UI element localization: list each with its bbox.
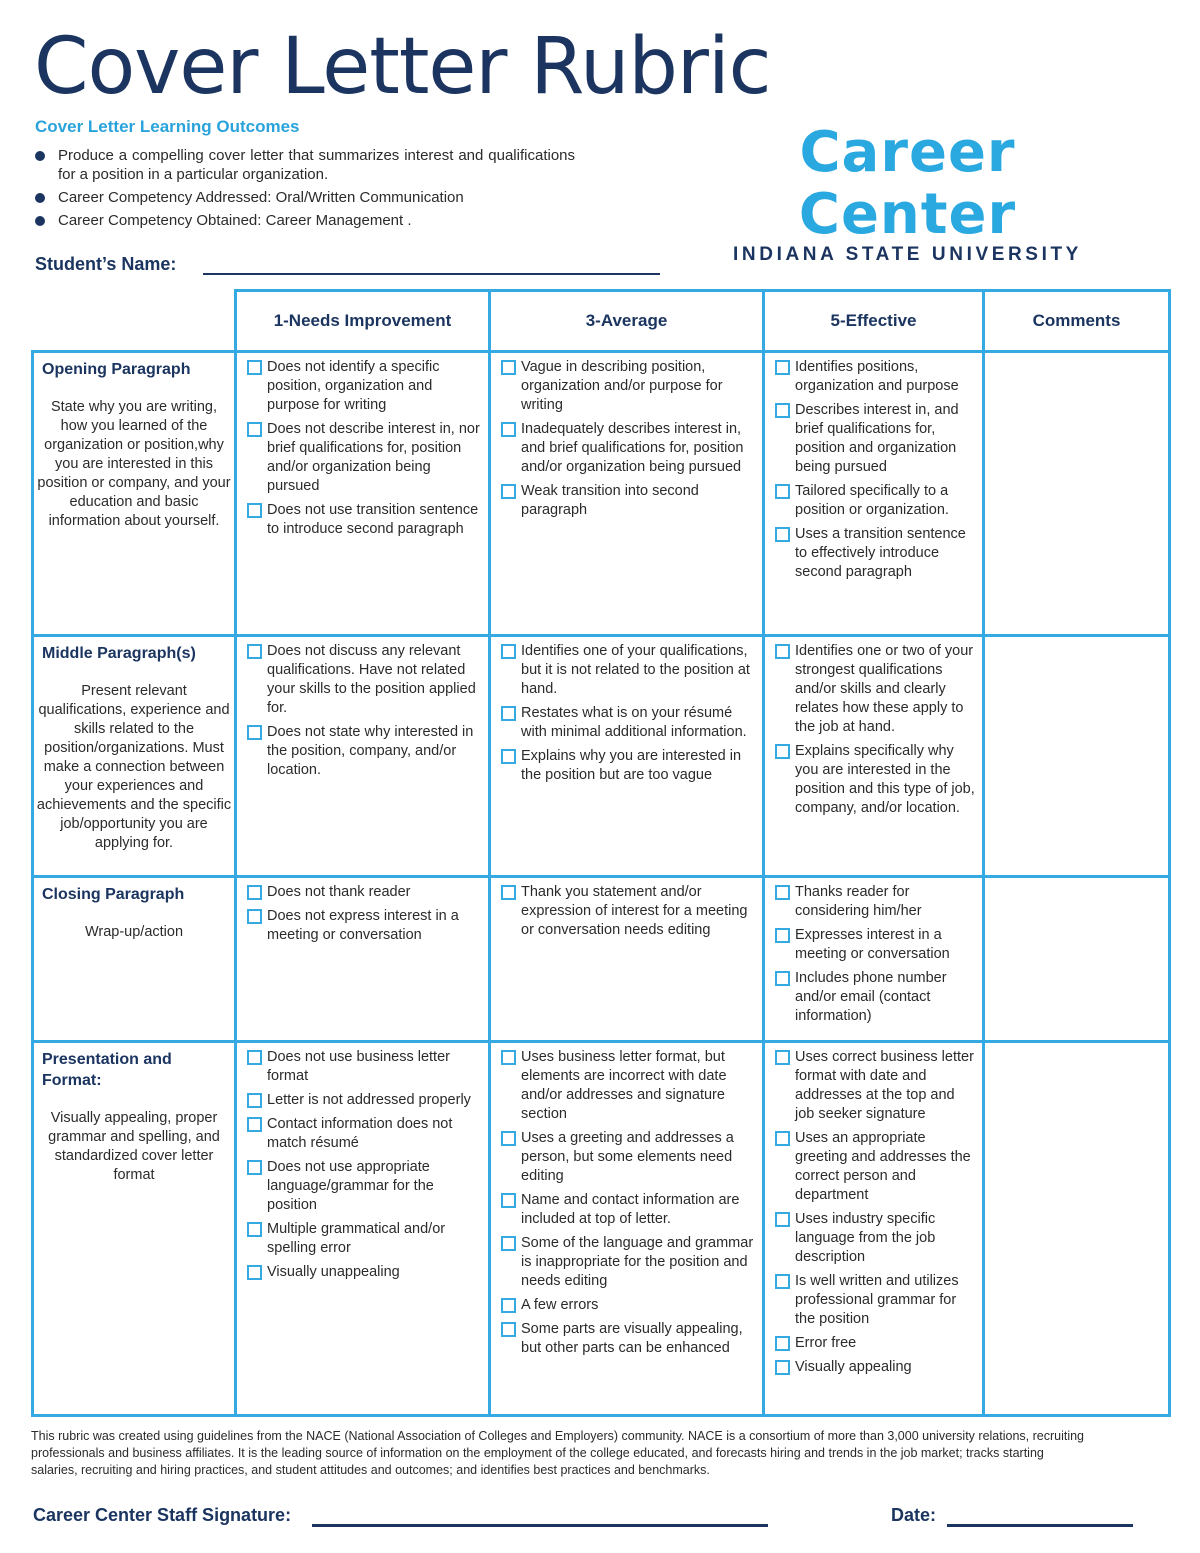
criteria-item — [775, 1358, 976, 1377]
row-description: State why you are writing, how you learned of the organization or position,why you are interested in this position or company, and your education and basic information about yourself. — [37, 399, 231, 529]
checkbox[interactable] — [501, 422, 516, 437]
footnote: This rubric was created using guidelines from the NACE (National Association of Colleges and Employers) community. NACE is a consortium of more than 3,000 university relations, recruiting professionals and business affiliates. It is the leading source of information on the employment of the college educated, and forecasts hiring and trends in the job market; tracks starting salaries, recruiting and hiring practices, and student attitudes and outcomes; and identifies best practices and benchmarks. — [31, 1429, 1085, 1477]
criteria-cell-average — [490, 1042, 764, 1416]
criteria-item — [247, 1158, 482, 1215]
criteria-item — [775, 883, 976, 921]
checkbox[interactable] — [247, 1160, 262, 1175]
criteria-item — [247, 501, 482, 539]
criteria-text: Does not describe interest in, nor brief qualifications for, position and/or organization being pursued — [267, 421, 480, 494]
page-title: Cover Letter Rubric — [34, 22, 771, 112]
student-name-label: Student’s Name: — [35, 254, 177, 274]
criteria-text: Does not express interest in a meeting or conversation — [267, 908, 459, 943]
criteria-text: Explains specifically why you are interested in the position and this type of job, company, and/or location. — [795, 743, 975, 816]
criteria-item — [775, 1334, 976, 1353]
criteria-item — [247, 642, 482, 718]
signature-field[interactable] — [312, 1524, 768, 1527]
criteria-text: Some of the language and grammar is inappropriate for the position and needs editing — [521, 1235, 754, 1289]
criteria-text: Letter is not addressed properly — [267, 1092, 471, 1108]
checkbox[interactable] — [501, 1298, 516, 1313]
criteria-text: Does not discuss any relevant qualifications. Have not related your skills to the position applied for. — [267, 643, 476, 716]
criteria-item — [247, 358, 482, 415]
criteria-item — [501, 642, 756, 699]
checkbox[interactable] — [501, 1131, 516, 1146]
criteria-item — [775, 926, 976, 964]
criteria-text: Uses an appropriate greeting and addresses the correct person and department — [795, 1130, 971, 1203]
criteria-text: Does not thank reader — [267, 884, 411, 900]
criteria-text: Does not use business letter format — [267, 1049, 450, 1084]
criteria-item — [501, 420, 756, 477]
row-title: Middle Paragraph(s) — [42, 645, 196, 662]
criteria-text: Expresses interest in a meeting or conversation — [795, 927, 950, 962]
checkbox[interactable] — [775, 1212, 790, 1227]
career-center-logo — [695, 122, 1120, 266]
criteria-text: Thanks reader for considering him/her — [795, 884, 922, 919]
criteria-text: Some parts are visually appealing, but other parts can be enhanced — [521, 1321, 743, 1356]
row-description: Visually appealing, proper grammar and spelling, and standardized cover letter format — [48, 1110, 220, 1183]
header-effective: 5-Effective — [764, 291, 984, 352]
rubric-table — [31, 289, 1171, 1417]
criteria-item — [775, 1272, 976, 1329]
criteria-text: Weak transition into second paragraph — [521, 483, 699, 518]
header-blank — [33, 291, 236, 352]
rubric-row — [33, 1042, 1170, 1416]
checkbox[interactable] — [247, 725, 262, 740]
criteria-text: Describes interest in, and brief qualifications for, position and organization being pursued — [795, 402, 959, 475]
criteria-cell-needs — [236, 352, 490, 636]
checkbox[interactable] — [247, 1050, 262, 1065]
criteria-text: Vague in describing position, organization and/or purpose for writing — [521, 359, 723, 413]
criteria-item — [501, 1191, 756, 1229]
checkbox[interactable] — [247, 1265, 262, 1280]
criteria-item — [501, 1129, 756, 1186]
criteria-item — [247, 1091, 482, 1110]
checkbox[interactable] — [775, 744, 790, 759]
criteria-item — [247, 1220, 482, 1258]
row-description: Present relevant qualifications, experience and skills related to the position/organizations. Must make a connection between your experiences and achievements and the specific job/opportunity you are applying for. — [36, 683, 232, 851]
criteria-text: Does not state why interested in the position, company, and/or location. — [267, 724, 474, 778]
outcome-item: Career Competency Obtained: Career Management . — [35, 211, 575, 230]
logo-line1: Career Center — [798, 120, 1017, 247]
checkbox[interactable] — [247, 1093, 262, 1108]
row-title: Presentation and Format: — [42, 1051, 172, 1089]
criteria-cell-needs — [236, 1042, 490, 1416]
checkbox[interactable] — [775, 885, 790, 900]
checkbox[interactable] — [501, 1050, 516, 1065]
criteria-text: Is well written and utilizes professional grammar for the position — [795, 1273, 959, 1327]
criteria-item — [775, 1210, 976, 1267]
criteria-cell-effective — [764, 636, 984, 877]
row-description: Wrap-up/action — [84, 924, 184, 940]
criteria-item — [247, 1115, 482, 1153]
criteria-item — [775, 1048, 976, 1124]
criteria-cell-effective — [764, 352, 984, 636]
signature-label: Career Center Staff Signature: — [33, 1505, 292, 1525]
header-average: 3-Average — [490, 291, 764, 352]
criteria-text: Inadequately describes interest in, and brief qualifications for, position and/or organization being pursued — [521, 421, 744, 475]
criteria-item — [775, 401, 976, 477]
rubric-row — [33, 636, 1170, 877]
checkbox[interactable] — [247, 422, 262, 437]
criteria-cell-average — [490, 352, 764, 636]
row-title: Opening Paragraph — [42, 361, 191, 378]
criteria-text: Restates what is on your résumé with minimal additional information. — [521, 705, 747, 740]
checkbox[interactable] — [501, 1193, 516, 1208]
criteria-text: Includes phone number and/or email (contact information) — [795, 970, 947, 1024]
criteria-item — [775, 969, 976, 1026]
row-label-cell — [33, 877, 236, 1042]
checkbox[interactable] — [501, 706, 516, 721]
criteria-item — [501, 1296, 756, 1315]
comments-cell[interactable] — [984, 636, 1170, 877]
checkbox[interactable] — [501, 644, 516, 659]
checkbox[interactable] — [775, 644, 790, 659]
criteria-item — [501, 1234, 756, 1291]
header-comments: Comments — [984, 291, 1170, 352]
checkbox[interactable] — [501, 1236, 516, 1251]
checkbox[interactable] — [247, 1222, 262, 1237]
row-label-cell — [33, 1042, 236, 1416]
checkbox[interactable] — [775, 1050, 790, 1065]
logo-line2: INDIANA STATE UNIVERSITY — [733, 244, 1082, 265]
criteria-item — [775, 742, 976, 818]
checkbox[interactable] — [247, 1117, 262, 1132]
criteria-cell-average — [490, 636, 764, 877]
checkbox[interactable] — [775, 971, 790, 986]
checkbox[interactable] — [247, 885, 262, 900]
checkbox[interactable] — [501, 484, 516, 499]
criteria-text: Uses a greeting and addresses a person, but some elements need editing — [521, 1130, 734, 1184]
criteria-text: Uses a transition sentence to effectively introduce second paragraph — [795, 526, 966, 580]
row-label-cell — [33, 636, 236, 877]
criteria-text: Multiple grammatical and/or spelling error — [267, 1221, 446, 1256]
criteria-item — [775, 482, 976, 520]
criteria-text: Does not use transition sentence to introduce second paragraph — [267, 502, 479, 537]
criteria-text: A few errors — [521, 1297, 599, 1313]
checkbox[interactable] — [775, 527, 790, 542]
criteria-text: Identifies one or two of your strongest qualifications and/or skills and clearly relates how these apply to the job at hand. — [795, 643, 974, 735]
outcomes-list — [35, 146, 575, 234]
checkbox[interactable] — [247, 644, 262, 659]
student-name-field[interactable] — [203, 273, 660, 275]
criteria-item — [247, 1048, 482, 1086]
criteria-text: Contact information does not match résumé — [267, 1116, 453, 1151]
criteria-item — [501, 883, 756, 940]
checkbox[interactable] — [501, 749, 516, 764]
checkbox[interactable] — [775, 484, 790, 499]
date-field[interactable] — [947, 1524, 1133, 1527]
date-label: Date: — [891, 1505, 937, 1525]
criteria-text: Visually unappealing — [267, 1264, 400, 1280]
criteria-item — [247, 420, 482, 496]
criteria-cell-effective — [764, 877, 984, 1042]
criteria-cell-needs — [236, 877, 490, 1042]
criteria-item — [775, 525, 976, 582]
criteria-item — [247, 907, 482, 945]
checkbox[interactable] — [775, 928, 790, 943]
criteria-text: Does not use appropriate language/grammar for the position — [267, 1159, 434, 1213]
checkbox[interactable] — [247, 360, 262, 375]
criteria-item — [247, 883, 482, 902]
header-needs-improvement: 1-Needs Improvement — [236, 291, 490, 352]
criteria-text: Visually appealing — [795, 1359, 912, 1375]
comments-cell[interactable] — [984, 877, 1170, 1042]
checkbox[interactable] — [775, 1131, 790, 1146]
criteria-cell-effective — [764, 1042, 984, 1416]
criteria-item — [775, 1129, 976, 1205]
outcome-item: Career Competency Addressed: Oral/Written Communication — [35, 188, 575, 207]
criteria-text: Name and contact information are included at top of letter. — [521, 1192, 740, 1227]
criteria-item — [501, 482, 756, 520]
checkbox[interactable] — [775, 1360, 790, 1375]
checkbox[interactable] — [775, 1336, 790, 1351]
comments-cell[interactable] — [984, 352, 1170, 636]
criteria-item — [247, 1263, 482, 1282]
checkbox[interactable] — [501, 360, 516, 375]
criteria-text: Does not identify a specific position, organization and purpose for writing — [267, 359, 440, 413]
criteria-item — [775, 642, 976, 737]
criteria-item — [775, 358, 976, 396]
checkbox[interactable] — [775, 403, 790, 418]
rubric-row — [33, 352, 1170, 636]
criteria-text: Error free — [795, 1335, 857, 1351]
criteria-item — [501, 358, 756, 415]
row-title: Closing Paragraph — [42, 886, 185, 903]
criteria-item — [501, 1048, 756, 1124]
criteria-text: Identifies positions, organization and purpose — [795, 359, 959, 394]
criteria-text: Uses business letter format, but elements are incorrect with date and/or addresses and signature section — [521, 1049, 727, 1122]
criteria-text: Identifies one of your qualifications, but it is not related to the position at hand. — [521, 643, 750, 697]
outcomes-heading: Cover Letter Learning Outcomes — [35, 117, 300, 136]
criteria-text: Uses correct business letter format with date and addresses at the top and job seeker signature — [795, 1049, 974, 1122]
comments-cell[interactable] — [984, 1042, 1170, 1416]
checkbox[interactable] — [247, 503, 262, 518]
rubric-row — [33, 877, 1170, 1042]
checkbox[interactable] — [775, 1274, 790, 1289]
criteria-text: Uses industry specific language from the job description — [795, 1211, 936, 1265]
criteria-text: Tailored specifically to a position or organization. — [795, 483, 949, 518]
checkbox[interactable] — [501, 885, 516, 900]
criteria-item — [501, 747, 756, 785]
criteria-cell-average — [490, 877, 764, 1042]
checkbox[interactable] — [247, 909, 262, 924]
criteria-item — [501, 704, 756, 742]
criteria-item — [501, 1320, 756, 1358]
criteria-text: Explains why you are interested in the position but are too vague — [521, 748, 742, 783]
row-label-cell — [33, 352, 236, 636]
criteria-text: Thank you statement and/or expression of interest for a meeting or conversation needs editing — [521, 884, 748, 938]
checkbox[interactable] — [775, 360, 790, 375]
checkbox[interactable] — [501, 1322, 516, 1337]
criteria-cell-needs — [236, 636, 490, 877]
outcome-item: Produce a compelling cover letter that summarizes interest and qualifications for a position in a particular organization. — [35, 146, 575, 184]
criteria-item — [247, 723, 482, 780]
